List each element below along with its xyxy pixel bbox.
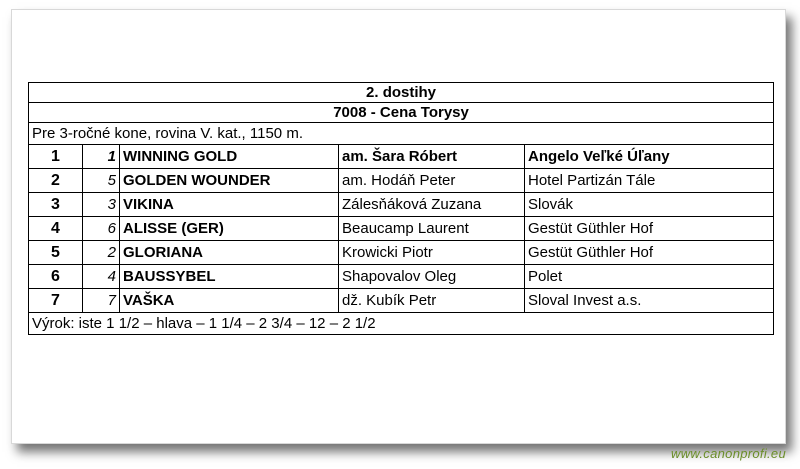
horse-cell: GOLDEN WOUNDER	[120, 169, 339, 193]
horse-cell: VIKINA	[120, 193, 339, 217]
owner-cell: Slovák	[525, 193, 774, 217]
race-result-margins: Výrok: iste 1 1/2 – hlava – 1 1/4 – 2 3/4 – 12 – 2 1/2	[29, 313, 774, 335]
place-cell: 7	[29, 289, 83, 313]
horse-cell: GLORIANA	[120, 241, 339, 265]
number-cell: 1	[83, 145, 120, 169]
horse-cell: ALISSE (GER)	[120, 217, 339, 241]
table-row	[29, 289, 774, 313]
owner-cell: Gestüt Güthler Hof	[525, 217, 774, 241]
race-conditions: Pre 3-ročné kone, rovina V. kat., 1150 m.	[29, 123, 774, 145]
jockey-cell: Shapovalov Oleg	[339, 265, 525, 289]
jockey-cell: Krowicki Piotr	[339, 241, 525, 265]
jockey-cell: am. Šara Róbert	[339, 145, 525, 169]
place-cell: 2	[29, 169, 83, 193]
number-cell: 2	[83, 241, 120, 265]
place-cell: 5	[29, 241, 83, 265]
horse-cell: WINNING GOLD	[120, 145, 339, 169]
number-cell: 7	[83, 289, 120, 313]
table-row	[29, 217, 774, 241]
number-cell: 6	[83, 217, 120, 241]
table-row	[29, 241, 774, 265]
place-cell: 1	[29, 145, 83, 169]
race-results-table	[28, 82, 774, 335]
owner-cell: Hotel Partizán Tále	[525, 169, 774, 193]
horse-cell: BAUSSYBEL	[120, 265, 339, 289]
race-title: 2. dostihy	[29, 83, 774, 103]
owner-cell: Gestüt Güthler Hof	[525, 241, 774, 265]
table-row	[29, 145, 774, 169]
place-cell: 4	[29, 217, 83, 241]
table-row	[29, 265, 774, 289]
owner-cell: Polet	[525, 265, 774, 289]
owner-cell: Sloval Invest a.s.	[525, 289, 774, 313]
race-name: 7008 - Cena Torysy	[29, 103, 774, 123]
horse-cell: VAŠKA	[120, 289, 339, 313]
place-cell: 3	[29, 193, 83, 217]
number-cell: 5	[83, 169, 120, 193]
jockey-cell: am. Hodáň Peter	[339, 169, 525, 193]
jockey-cell: dž. Kubík Petr	[339, 289, 525, 313]
table-row	[29, 193, 774, 217]
place-cell: 6	[29, 265, 83, 289]
number-cell: 4	[83, 265, 120, 289]
jockey-cell: Zálesňáková Zuzana	[339, 193, 525, 217]
owner-cell: Angelo Veľké Úľany	[525, 145, 774, 169]
number-cell: 3	[83, 193, 120, 217]
table-row	[29, 169, 774, 193]
jockey-cell: Beaucamp Laurent	[339, 217, 525, 241]
watermark: www.canonprofi.eu	[671, 446, 786, 461]
